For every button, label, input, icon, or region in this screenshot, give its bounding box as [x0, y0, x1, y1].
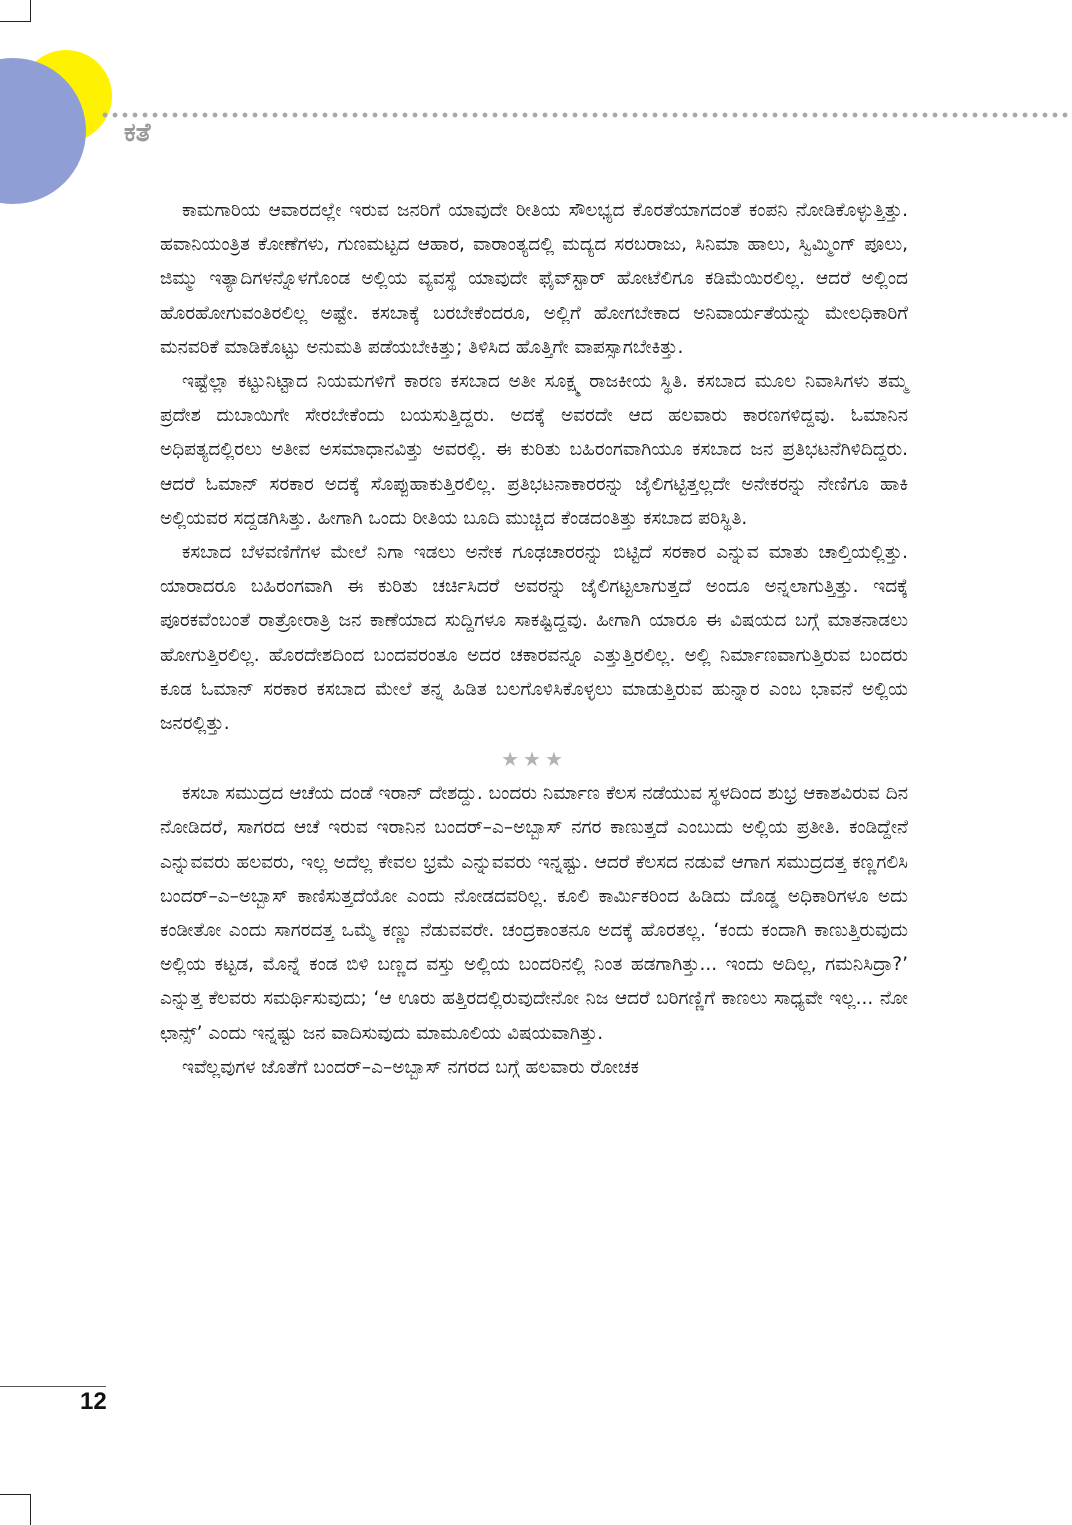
crop-mark-bottom-h	[0, 1494, 30, 1495]
page-number: 12	[80, 1388, 107, 1415]
paragraph: ಕಸಬಾ ಸಮುದ್ರದ ಆಚೆಯ ದಂಡೆ ಇರಾನ್ ದೇಶದ್ದು. ಬಂದರು ನಿರ್ಮಾಣ ಕೆಲಸ ನಡೆಯುವ ಸ್ಥಳದಿಂದ ಶುಭ್ರ ಆಕಾಶವಿರುವ ದಿನ ನೋಡಿದರೆ, ಸಾಗರದ ಆಚೆ ಇರುವ ಇರಾನಿನ ಬಂದರ್–ಎ–ಅಬ್ಬಾಸ್ ನಗರ ಕಾಣುತ್ತದೆ ಎಂಬುದು ಅಲ್ಲಿಯ ಪ್ರತೀತಿ. ಕಂಡಿದ್ದೇನೆ ಎನ್ನುವವರು ಹಲವರು, ಇಲ್ಲ ಅದೆಲ್ಲ ಕೇವಲ ಭ್ರಮೆ ಎನ್ನುವವರು ಇನ್ನಷ್ಟು. ಆದರೆ ಕೆಲಸದ ನಡುವೆ ಆಗಾಗ ಸಮುದ್ರದತ್ತ ಕಣ್ಣಗಲಿಸಿ ಬಂದರ್–ಎ–ಅಬ್ಬಾಸ್ ಕಾಣಿಸುತ್ತದೆಯೋ ಎಂದು ನೋಡದವರಿಲ್ಲ. ಕೂಲಿ ಕಾರ್ಮಿಕರಿಂದ ಹಿಡಿದು ದೊಡ್ಡ ಅಧಿಕಾರಿಗಳೂ ಅದು ಕಂಡೀತೋ ಎಂದು ಸಾಗರದತ್ತ ಒಮ್ಮೆ ಕಣ್ಣು ನೆಡುವವರೇ. ಚಂದ್ರಕಾಂತನೂ ಅದಕ್ಕೆ ಹೊರತಲ್ಲ. ‘ಕಂದು ಕಂದಾಗಿ ಕಾಣುತ್ತಿರುವುದು ಅಲ್ಲಿಯ ಕಟ್ಟಡ, ಮೊನ್ನೆ ಕಂಡ ಬಿಳಿ ಬಣ್ಣದ ವಸ್ತು ಅಲ್ಲಿಯ ಬಂದರಿನಲ್ಲಿ ನಿಂತ ಹಡಗಾಗಿತ್ತು... ಇಂದು ಅದಿಲ್ಲ, ಗಮನಿಸಿದ್ರಾ?’ ಎನ್ನುತ್ತ ಕೆಲವರು ಸಮರ್ಥಿಸುವುದು; ‘ಆ ಊರು ಹತ್ತಿರದಲ್ಲಿರುವುದೇನೋ ನಿಜ ಆದರೆ ಬರಿಗಣ್ಣಿಗೆ ಕಾಣಲು ಸಾಧ್ಯವೇ ಇಲ್ಲ... ನೋ ಛಾನ್ಸ್’ ಎಂದು ಇನ್ನಷ್ಟು ಜನ ವಾದಿಸುವುದು ಮಾಮೂಲಿಯ ವಿಷಯವಾಗಿತ್ತು.	[160, 783, 908, 1044]
paragraph: ಇಷ್ಟೆಲ್ಲಾ ಕಟ್ಟುನಿಟ್ಟಾದ ನಿಯಮಗಳಿಗೆ ಕಾರಣ ಕಸಬಾದ ಅತೀ ಸೂಕ್ಷ್ಮ ರಾಜಕೀಯ ಸ್ಥಿತಿ. ಕಸಬಾದ ಮೂಲ ನಿವಾಸಿಗಳು ತಮ್ಮ ಪ್ರದೇಶ ದುಬಾಯಿಗೇ ಸೇರಬೇಕೆಂದು ಬಯಸುತ್ತಿದ್ದರು. ಅದಕ್ಕೆ ಅವರದೇ ಆದ ಹಲವಾರು ಕಾರಣಗಳಿದ್ದವು. ಓಮಾನಿನ ಅಧಿಪತ್ಯದಲ್ಲಿರಲು ಅತೀವ ಅಸಮಾಧಾನವಿತ್ತು ಅವರಲ್ಲಿ. ಈ ಕುರಿತು ಬಹಿರಂಗವಾಗಿಯೂ ಕಸಬಾದ ಜನ ಪ್ರತಿಭಟನೆಗಿಳಿದಿದ್ದರು. ಆದರೆ ಓಮಾನ್ ಸರಕಾರ ಅದಕ್ಕೆ ಸೊಪ್ಪುಹಾಕುತ್ತಿರಲಿಲ್ಲ. ಪ್ರತಿಭಟನಾಕಾರರನ್ನು ಜೈಲಿಗಟ್ಟಿತ್ತಲ್ಲದೇ ಅನೇಕರನ್ನು ನೇಣಿಗೂ ಹಾಕಿ ಅಲ್ಲಿಯವರ ಸದ್ದಡಗಿಸಿತ್ತು. ಹೀಗಾಗಿ ಒಂದು ರೀತಿಯ ಬೂದಿ ಮುಚ್ಚಿದ ಕೆಂಡದಂತಿತ್ತು ಕಸಬಾದ ಪರಿಸ್ಥಿತಿ.	[160, 371, 908, 529]
dotted-rule	[100, 112, 1072, 118]
paragraph: ಕಸಬಾದ ಬೆಳವಣಿಗೆಗಳ ಮೇಲೆ ನಿಗಾ ಇಡಲು ಅನೇಕ ಗೂಢಚಾರರನ್ನು ಬಿಟ್ಟಿದೆ ಸರಕಾರ ಎನ್ನುವ ಮಾತು ಚಾಲ್ತಿಯಲ್ಲಿತ್ತು. ಯಾರಾದರೂ ಬಹಿರಂಗವಾಗಿ ಈ ಕುರಿತು ಚರ್ಚಿಸಿದರೆ ಅವರನ್ನು ಜೈಲಿಗಟ್ಟಲಾಗುತ್ತದೆ ಅಂದೂ ಅನ್ನಲಾಗುತ್ತಿತ್ತು. ಇದಕ್ಕೆ ಪೂರಕವೆಂಬಂತೆ ರಾತ್ರೋರಾತ್ರಿ ಜನ ಕಾಣೆಯಾದ ಸುದ್ದಿಗಳೂ ಸಾಕಷ್ಟಿದ್ದವು. ಹೀಗಾಗಿ ಯಾರೂ ಈ ವಿಷಯದ ಬಗ್ಗೆ ಮಾತನಾಡಲು ಹೋಗುತ್ತಿರಲಿಲ್ಲ. ಹೊರದೇಶದಿಂದ ಬಂದವರಂತೂ ಅದರ ಚಕಾರವನ್ನೂ ಎತ್ತುತ್ತಿರಲಿಲ್ಲ. ಅಲ್ಲಿ ನಿರ್ಮಾಣವಾಗುತ್ತಿರುವ ಬಂದರು ಕೂಡ ಓಮಾನ್ ಸರಕಾರ ಕಸಬಾದ ಮೇಲೆ ತನ್ನ ಹಿಡಿತ ಬಲಗೊಳಿಸಿಕೊಳ್ಳಲು ಮಾಡುತ್ತಿರುವ ಹುನ್ನಾರ ಎಂಬ ಭಾವನೆ ಅಲ್ಲಿಯ ಜನರಲ್ಲಿತ್ತು.	[160, 542, 908, 735]
crop-mark-bottom-v	[30, 1494, 31, 1525]
paragraph: ಇವೆಲ್ಲವುಗಳ ಜೊತೆಗೆ ಬಂದರ್–ಎ–ಅಬ್ಬಾಸ್ ನಗರದ ಬಗ್ಗೆ ಹಲವಾರು ರೋಚಕ	[182, 1056, 639, 1078]
crop-mark-top-h	[0, 21, 30, 22]
section-label: ಕತೆ	[124, 118, 151, 148]
section-separator: ★★★	[501, 747, 567, 772]
article-body	[160, 194, 908, 1085]
crop-mark-top-v	[30, 0, 31, 22]
paragraph: ಕಾಮಗಾರಿಯ ಆವಾರದಲ್ಲೇ ಇರುವ ಜನರಿಗೆ ಯಾವುದೇ ರೀತಿಯ ಸೌಲಭ್ಯದ ಕೊರತೆಯಾಗದಂತೆ ಕಂಪನಿ ನೋಡಿಕೊಳ್ಳುತ್ತಿತ್ತು. ಹವಾನಿಯಂತ್ರಿತ ಕೋಣೆಗಳು, ಗುಣಮಟ್ಟದ ಆಹಾರ, ವಾರಾಂತ್ಯದಲ್ಲಿ ಮದ್ಯದ ಸರಬರಾಜು, ಸಿನಿಮಾ ಹಾಲು, ಸ್ವಿಮ್ಮಿಂಗ್ ಪೂಲು, ಜಿಮ್ಮು ಇತ್ಯಾದಿಗಳನ್ನೊಳಗೊಂಡ ಅಲ್ಲಿಯ ವ್ಯವಸ್ಥೆ ಯಾವುದೇ ಫೈವ್‌ಸ್ಟಾರ್ ಹೋಟೆಲಿಗೂ ಕಡಿಮೆಯಿರಲಿಲ್ಲ. ಆದರೆ ಅಲ್ಲಿಂದ ಹೊರಹೋಗುವಂತಿರಲಿಲ್ಲ ಅಷ್ಟೇ. ಕಸಬಾಕ್ಕೆ ಬರಬೇಕೆಂದರೂ, ಅಲ್ಲಿಗೆ ಹೋಗಬೇಕಾದ ಅನಿವಾರ್ಯತೆಯನ್ನು ಮೇಲಧಿಕಾರಿಗೆ ಮನವರಿಕೆ ಮಾಡಿಕೊಟ್ಟು ಅನುಮತಿ ಪಡೆಯಬೇಕಿತ್ತು; ತಿಳಿಸಿದ ಹೊತ್ತಿಗೇ ವಾಪಸ್ಸಾಗಬೇಕಿತ್ತು.	[160, 200, 908, 358]
page-number-rule	[0, 1386, 106, 1387]
